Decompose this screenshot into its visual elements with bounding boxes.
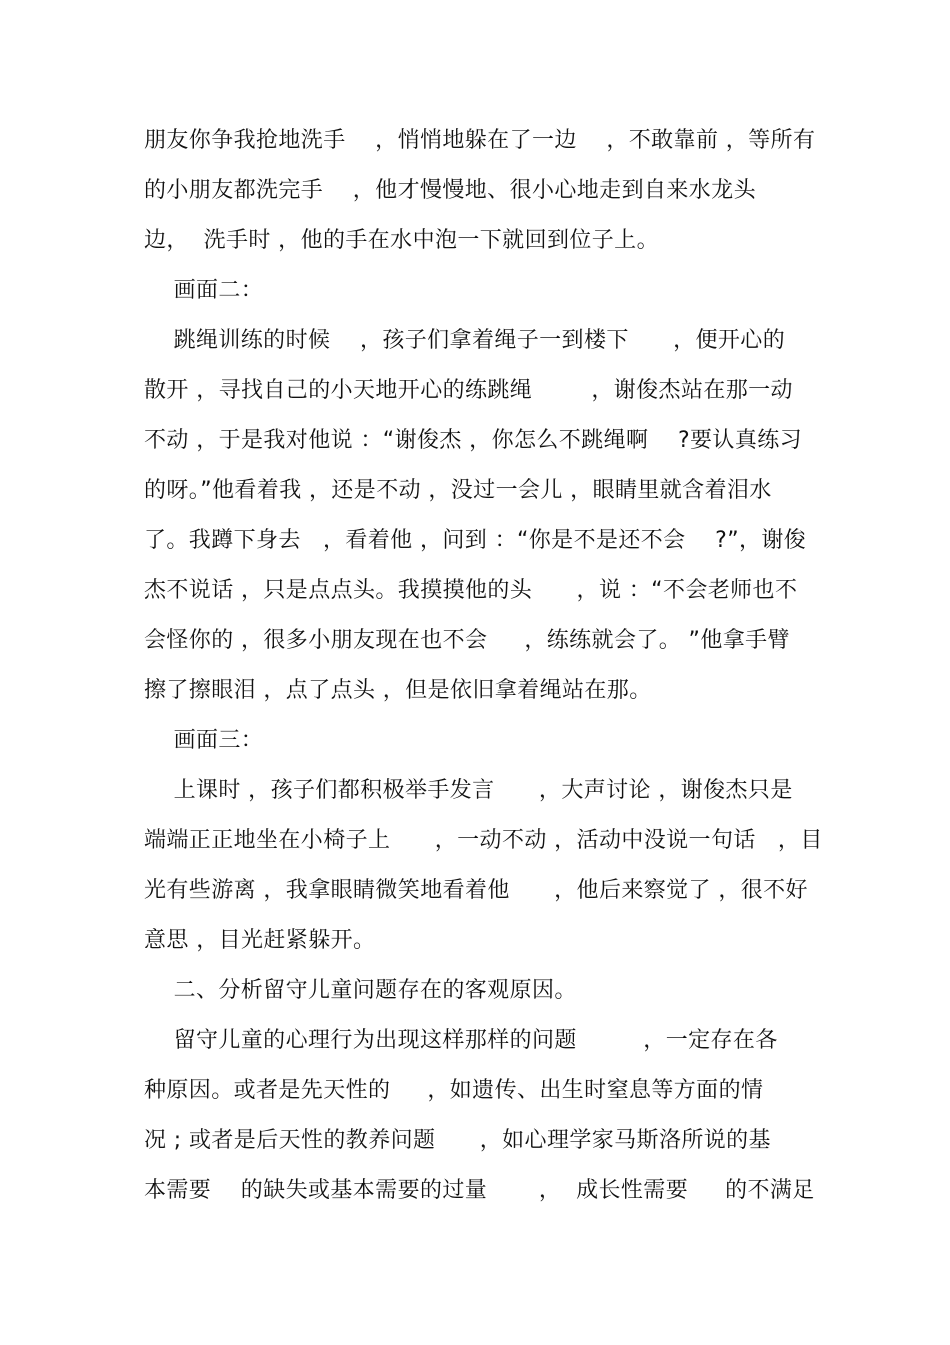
text-line: 留守儿童的心理行为出现这样那样的问题 ，一定存在各 (144, 1028, 778, 1053)
text-line: 光有些游离 ，我拿眼睛微笑地看着他 ，他后来察觉了 ，很不好 (144, 878, 808, 903)
text-line: 端端正正地坐在小椅子上 ，一动不动 ，活动中没说一句话 ，目 (144, 828, 823, 853)
text-line: 边， 洗手时 ，他的手在水中泡一下就回到位子上。 (144, 228, 659, 253)
text-line: 擦了擦眼泪 ，点了点头 ，但是依旧拿着绳站在那。 (144, 678, 652, 703)
text-line: 意思 ，目光赶紧躲开。 (144, 928, 376, 953)
section-heading: 画面三： (144, 728, 264, 753)
text-line: 了。我蹲下身去 ，看着他 ，问到 ：“你是不是还不会 ?”，谢俊 (144, 528, 807, 553)
text-line: 种原因。或者是先天性的 ，如遗传、出生时窒息等方面的情 (144, 1078, 764, 1103)
text-line: 散开 ，寻找自己的小天地开心的练跳绳 ，谢俊杰站在那一动 (144, 378, 793, 403)
text-line: 朋友你争我抢地洗手 ，悄悄地躲在了一边 ，不敢靠前 ，等所有 (144, 128, 816, 153)
section-heading: 画面二： (144, 278, 264, 303)
text-line: 上课时 ，孩子们都积极举手发言 ，大声讨论 ，谢俊杰只是 (144, 778, 793, 803)
text-line: 会怪你的 ，很多小朋友现在也不会 ，练练就会了。 ”他拿手臂 (144, 628, 790, 653)
text-line: 杰不说话 ，只是点点头。我摸摸他的头 ，说 ：“不会老师也不 (144, 578, 798, 603)
text-line: 况 ; 或者是后天性的教养问题 ，如心理学家马斯洛所说的基 (144, 1128, 771, 1153)
section-heading: 二、分析留守儿童问题存在的客观原因。 (144, 978, 577, 1003)
text-line: 本需要 的缺失或基本需要的过量 ， 成长性需要 的不满足 (144, 1178, 815, 1203)
text-line: 的呀。”他看着我 ，还是不动 ，没过一会儿 ，眼睛里就含着泪水 (144, 478, 772, 503)
text-line: 的小朋友都洗完手 ，他才慢慢地、很小心地走到自来水龙头 (144, 178, 756, 203)
text-line: 跳绳训练的时候 ，孩子们拿着绳子一到楼下 ，便开心的 (144, 328, 786, 353)
text-line: 不动 ，于是我对他说 ：“谢俊杰 ，你怎么不跳绳啊 ?要认真练习 (144, 428, 803, 453)
